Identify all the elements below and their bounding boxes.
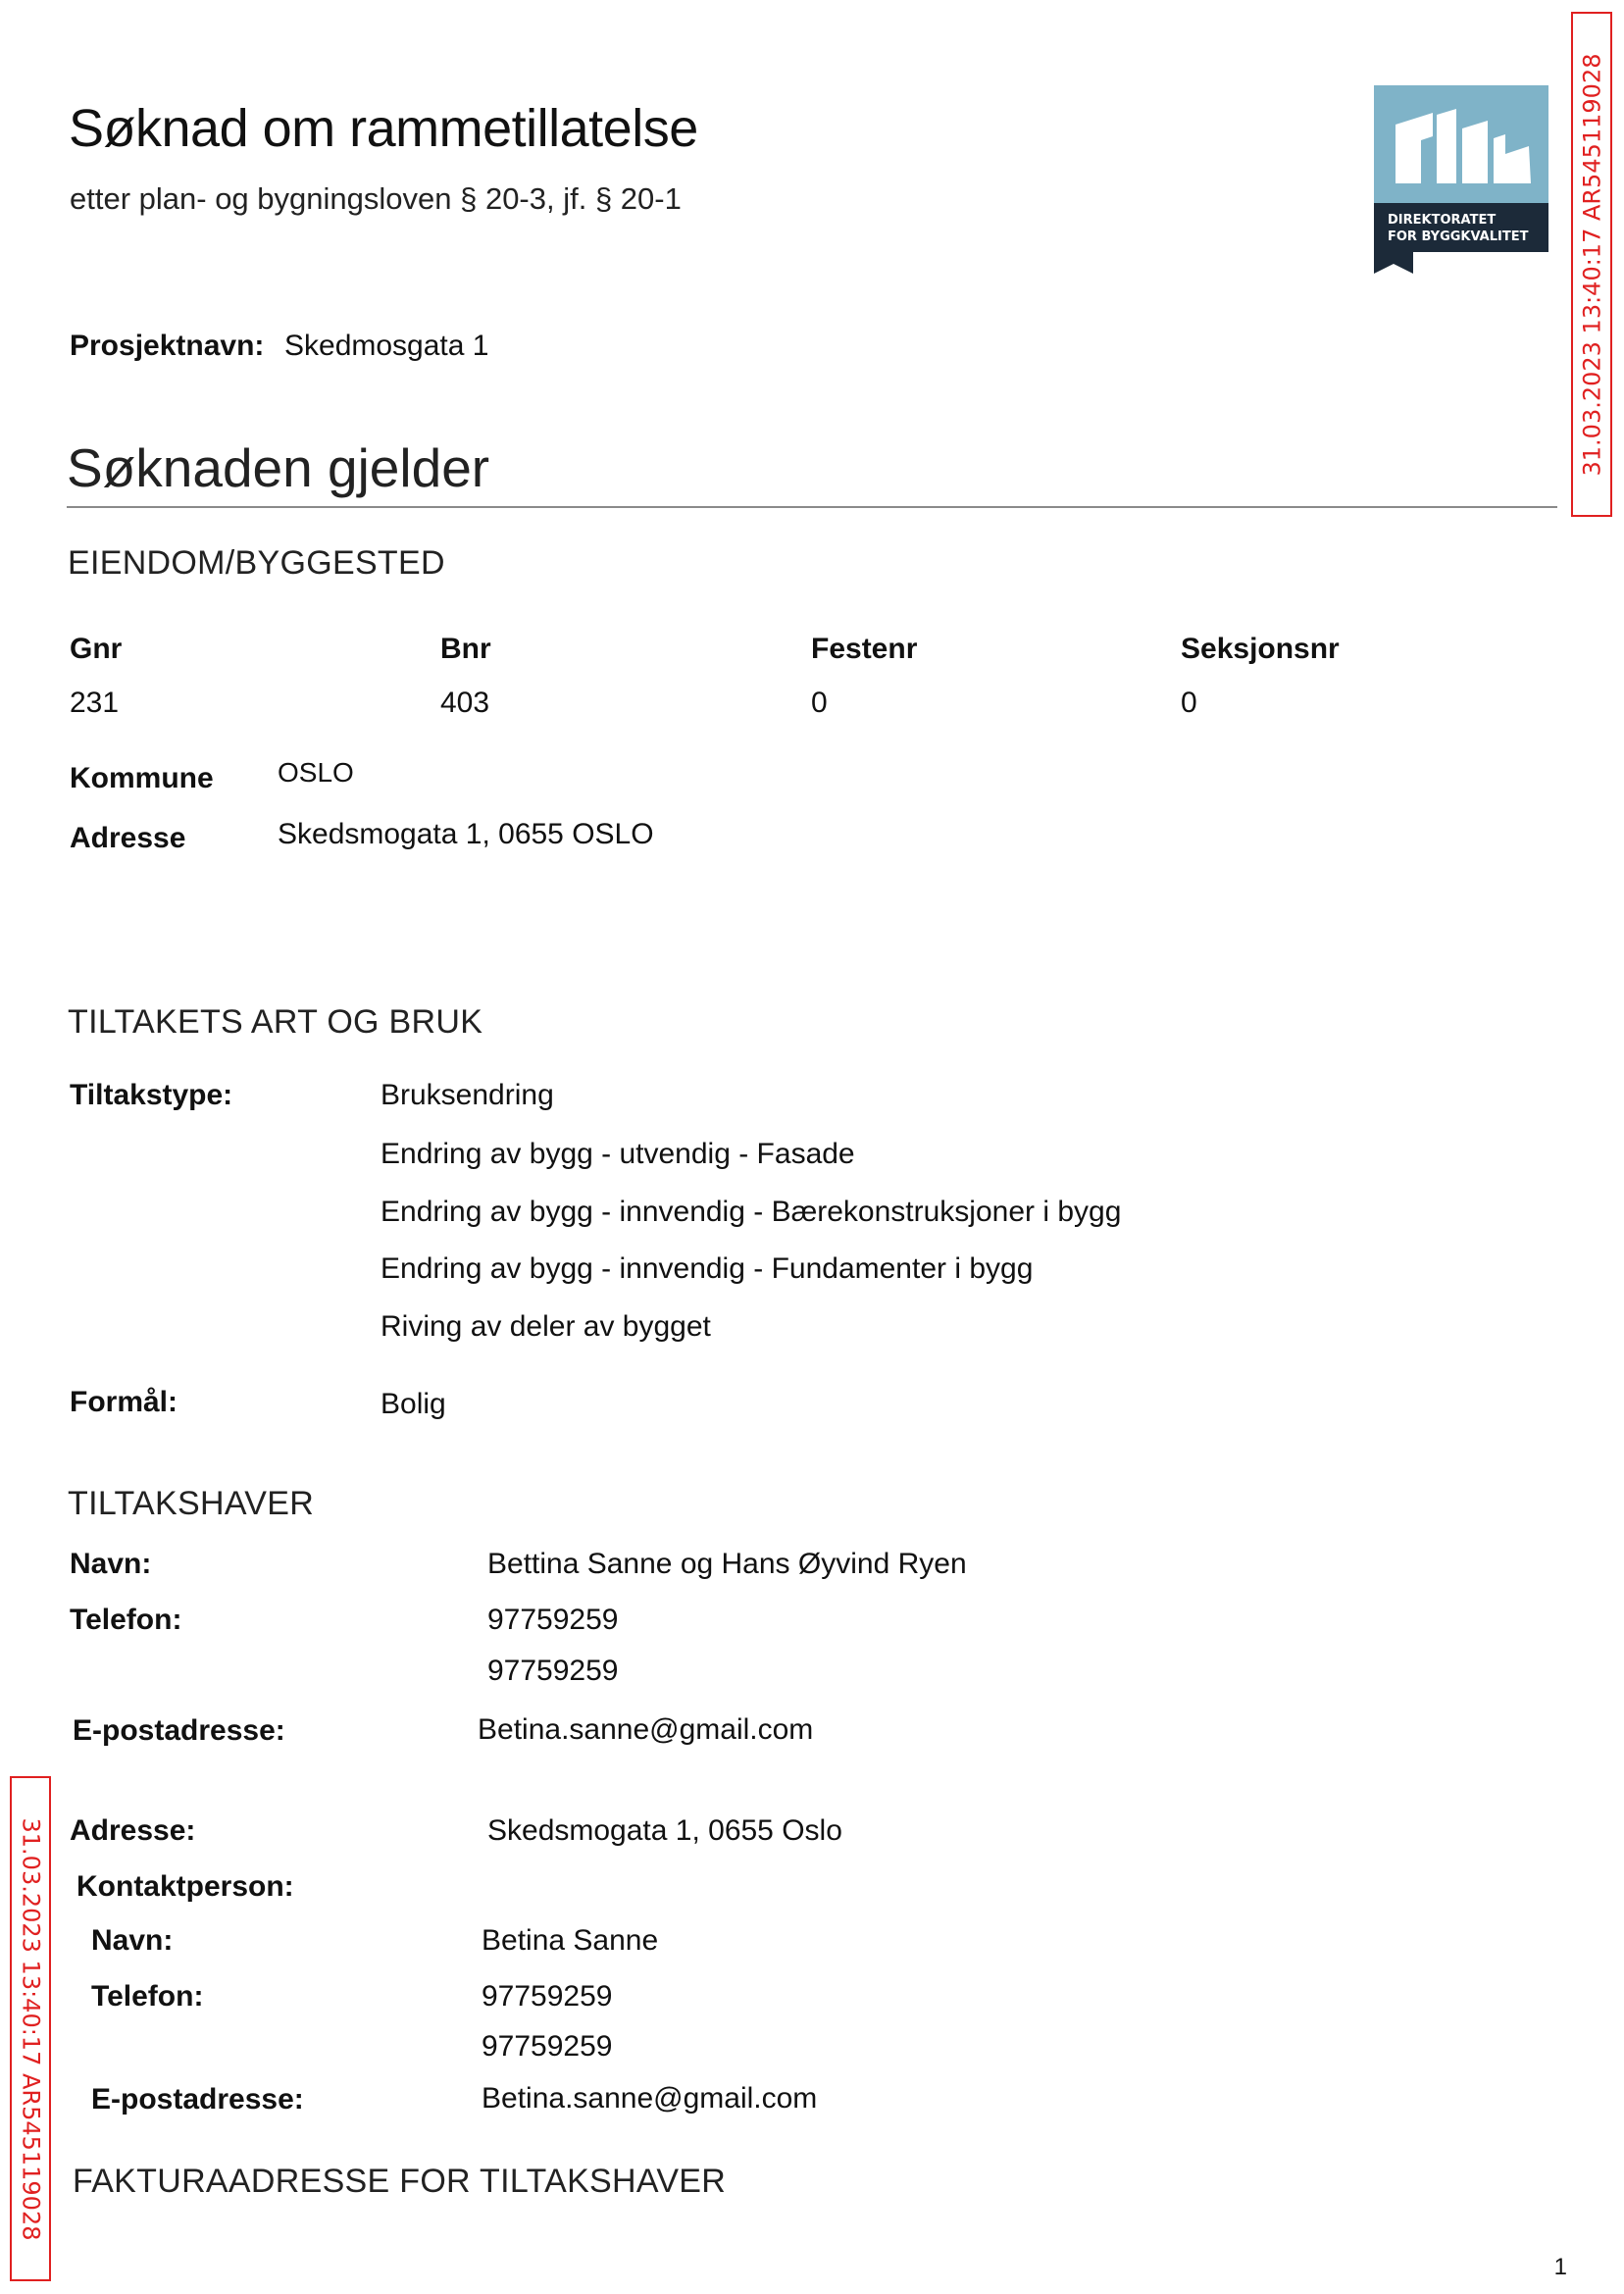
page-number: 1 <box>1553 2254 1567 2280</box>
tiltakshaver-adresse-value: Skedsmogata 1, 0655 Oslo <box>487 1814 842 1847</box>
section-title: Søknaden gjelder <box>67 437 490 498</box>
tiltakstype-item: Endring av bygg - innvendig - Fundamenter i bygg <box>381 1252 1034 1285</box>
faktura-heading: FAKTURAADRESSE FOR TILTAKSHAVER <box>73 2163 727 2200</box>
kontakt-telefon-value: 97759259 <box>482 2030 613 2063</box>
tiltakstype-item: Endring av bygg - utvendig - Fasade <box>381 1138 855 1170</box>
kontakt-telefon-label: Telefon: <box>91 1980 204 2013</box>
tiltakshaver-telefon-value: 97759259 <box>487 1655 619 1687</box>
document-subtitle: etter plan- og bygningsloven § 20-3, jf. § 20-1 <box>70 181 682 216</box>
kontaktperson-label: Kontaktperson: <box>76 1870 294 1903</box>
receipt-stamp-text: 31.03.2023 13:40:17 AR545119028 <box>17 1817 45 2240</box>
bnr-value: 403 <box>440 687 490 719</box>
tiltakshaver-heading: TILTAKSHAVER <box>68 1485 315 1522</box>
receipt-stamp <box>1571 12 1612 517</box>
festenr-value: 0 <box>811 687 828 719</box>
tiltakshaver-telefon-value: 97759259 <box>487 1604 619 1636</box>
kommune-label: Kommune <box>70 762 214 794</box>
tiltak-heading: TILTAKETS ART OG BRUK <box>68 1003 483 1041</box>
kontakt-navn-value: Betina Sanne <box>482 1924 659 1957</box>
property-heading: EIENDOM/BYGGESTED <box>68 544 445 582</box>
document-title: Søknad om rammetillatelse <box>69 99 698 158</box>
kontakt-telefon-value: 97759259 <box>482 1980 613 2013</box>
col-bnr: Bnr <box>440 633 491 665</box>
seksjonsnr-value: 0 <box>1181 687 1197 719</box>
tiltakshaver-adresse-label: Adresse: <box>70 1814 196 1847</box>
adresse-value: Skedsmogata 1, 0655 OSLO <box>278 818 654 850</box>
adresse-label: Adresse <box>70 822 186 854</box>
tiltakshaver-epost-label: E-postadresse: <box>73 1714 285 1747</box>
kontakt-epost-value: Betina.sanne@gmail.com <box>482 2082 818 2115</box>
dibk-logo <box>1374 85 1548 277</box>
tiltakshaver-navn-label: Navn: <box>70 1548 152 1580</box>
col-seksjonsnr: Seksjonsnr <box>1181 633 1340 665</box>
formal-label: Formål: <box>70 1386 178 1418</box>
formal-value: Bolig <box>381 1388 446 1420</box>
tiltakstype-item: Riving av deler av bygget <box>381 1310 711 1343</box>
svg-text:DIREKTORATET: DIREKTORATET <box>1388 213 1497 228</box>
kommune-value: OSLO <box>278 757 354 788</box>
tiltakstype-item: Endring av bygg - innvendig - Bærekonstruksjoner i bygg <box>381 1196 1122 1228</box>
receipt-stamp <box>10 1776 51 2281</box>
kontakt-navn-label: Navn: <box>91 1924 174 1957</box>
svg-text:FOR BYGGKVALITET: FOR BYGGKVALITET <box>1388 229 1529 244</box>
tiltakshaver-epost-value: Betina.sanne@gmail.com <box>478 1713 814 1746</box>
tiltakshaver-navn-value: Bettina Sanne og Hans Øyvind Ryen <box>487 1548 967 1580</box>
tiltakstype-label: Tiltakstype: <box>70 1079 233 1111</box>
section-divider <box>67 506 1557 508</box>
kontakt-epost-label: E-postadresse: <box>91 2083 304 2116</box>
tiltakshaver-telefon-label: Telefon: <box>70 1604 182 1636</box>
project-value: Skedmosgata 1 <box>284 330 489 362</box>
col-gnr: Gnr <box>70 633 123 665</box>
receipt-stamp-text: 31.03.2023 13:40:17 AR545119028 <box>1578 53 1606 476</box>
gnr-value: 231 <box>70 687 120 719</box>
project-label: Prosjektnavn: <box>70 330 265 362</box>
tiltakstype-item: Bruksendring <box>381 1079 554 1111</box>
col-festenr: Festenr <box>811 633 918 665</box>
